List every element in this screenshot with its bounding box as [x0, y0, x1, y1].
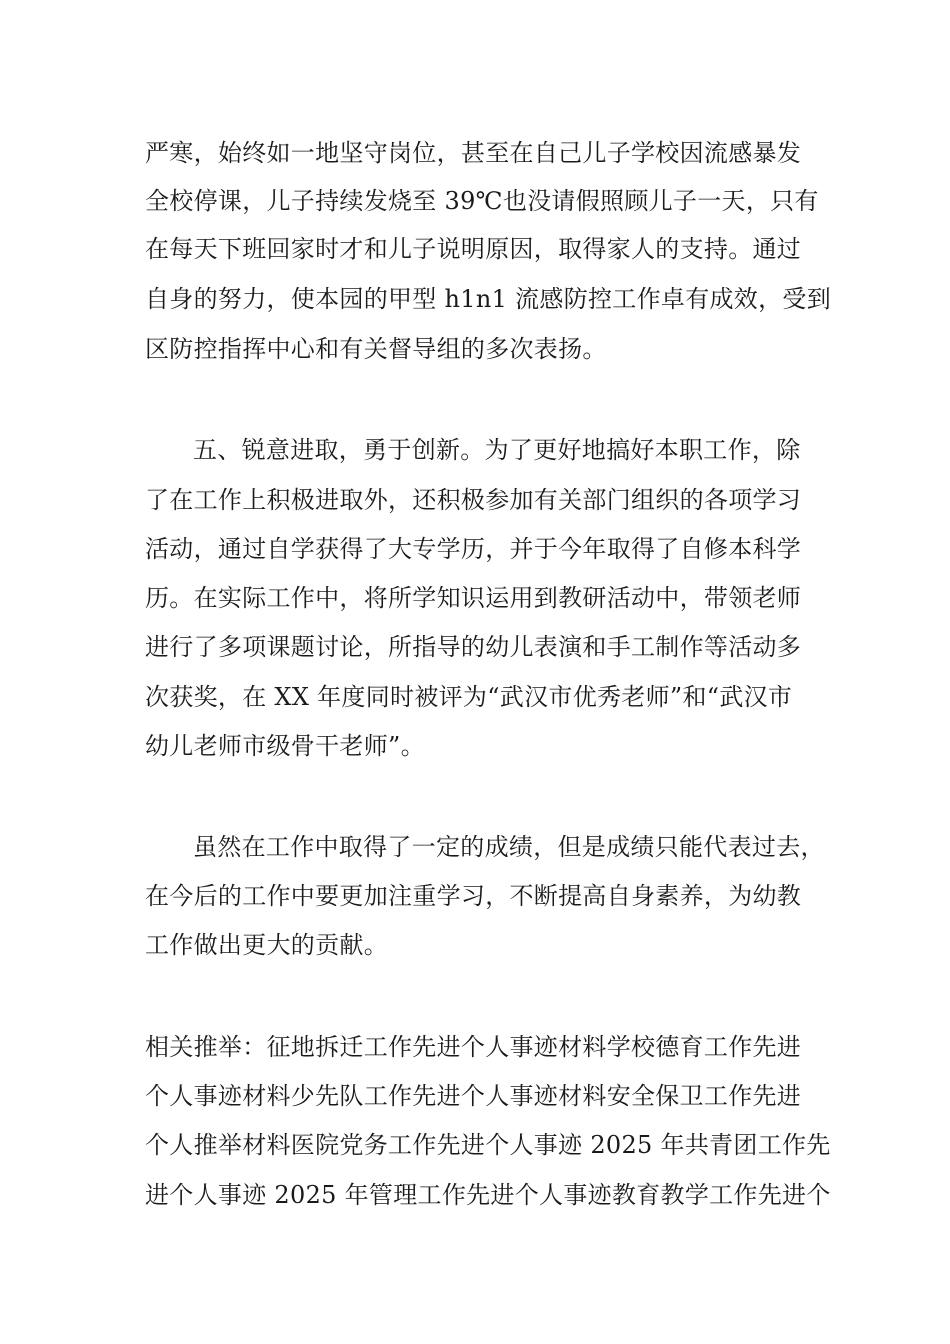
paragraph-3-line-2: 在今后的工作中要更加注重学习，不断提高自身素养，为幼教	[145, 882, 802, 910]
related-line-2: 个人事迹材料少先队工作先进个人事迹材料安全保卫工作先进	[145, 1082, 802, 1110]
paragraph-2-line-3: 活动，通过自学获得了大专学历，并于今年取得了自修本科学	[145, 535, 802, 563]
paragraph-2-line-5: 进行了多项课题讨论，所指导的幼儿表演和手工制作等活动多	[145, 633, 802, 661]
paragraph-2-line-1: 五、锐意进取，勇于创新。为了更好地搞好本职工作，除	[193, 436, 801, 464]
paragraph-1-line-1: 严寒，始终如一地坚守岗位，甚至在自己儿子学校因流感暴发	[145, 139, 802, 167]
paragraph-3-line-3: 工作做出更大的贡献。	[145, 931, 388, 959]
paragraph-3-line-1: 虽然在工作中取得了一定的成绩，但是成绩只能代表过去，	[193, 833, 825, 861]
paragraph-1-line-4: 自身的努力，使本园的甲型 h1n1 流感防控工作卓有成效，受到	[145, 285, 832, 313]
paragraph-2-line-7: 幼儿老师市级骨干老师”。	[145, 732, 425, 760]
paragraph-1-line-2: 全校停课，儿子持续发烧至 39℃也没请假照顾儿子一天，只有	[145, 187, 819, 215]
paragraph-2-line-4: 历。在实际工作中，将所学知识运用到教研活动中，带领老师	[145, 584, 802, 612]
related-line-4: 进个人事迹 2025 年管理工作先进个人事迹教育教学工作先进个	[145, 1181, 831, 1209]
related-line-3: 个人推举材料医院党务工作先进个人事迹 2025 年共青团工作先	[145, 1131, 831, 1159]
paragraph-1-line-3: 在每天下班回家时才和儿子说明原因，取得家人的支持。通过	[145, 235, 802, 263]
paragraph-1-line-5: 区防控指挥中心和有关督导组的多次表扬。	[145, 335, 607, 363]
paragraph-2-line-6: 次获奖，在 XX 年度同时被评为“武汉市优秀老师”和“武汉市	[145, 683, 793, 711]
paragraph-2-line-2: 了在工作上积极进取外，还积极参加有关部门组织的各项学习	[145, 486, 802, 514]
related-line-1: 相关推举：征地拆迁工作先进个人事迹材料学校德育工作先进	[145, 1033, 802, 1061]
